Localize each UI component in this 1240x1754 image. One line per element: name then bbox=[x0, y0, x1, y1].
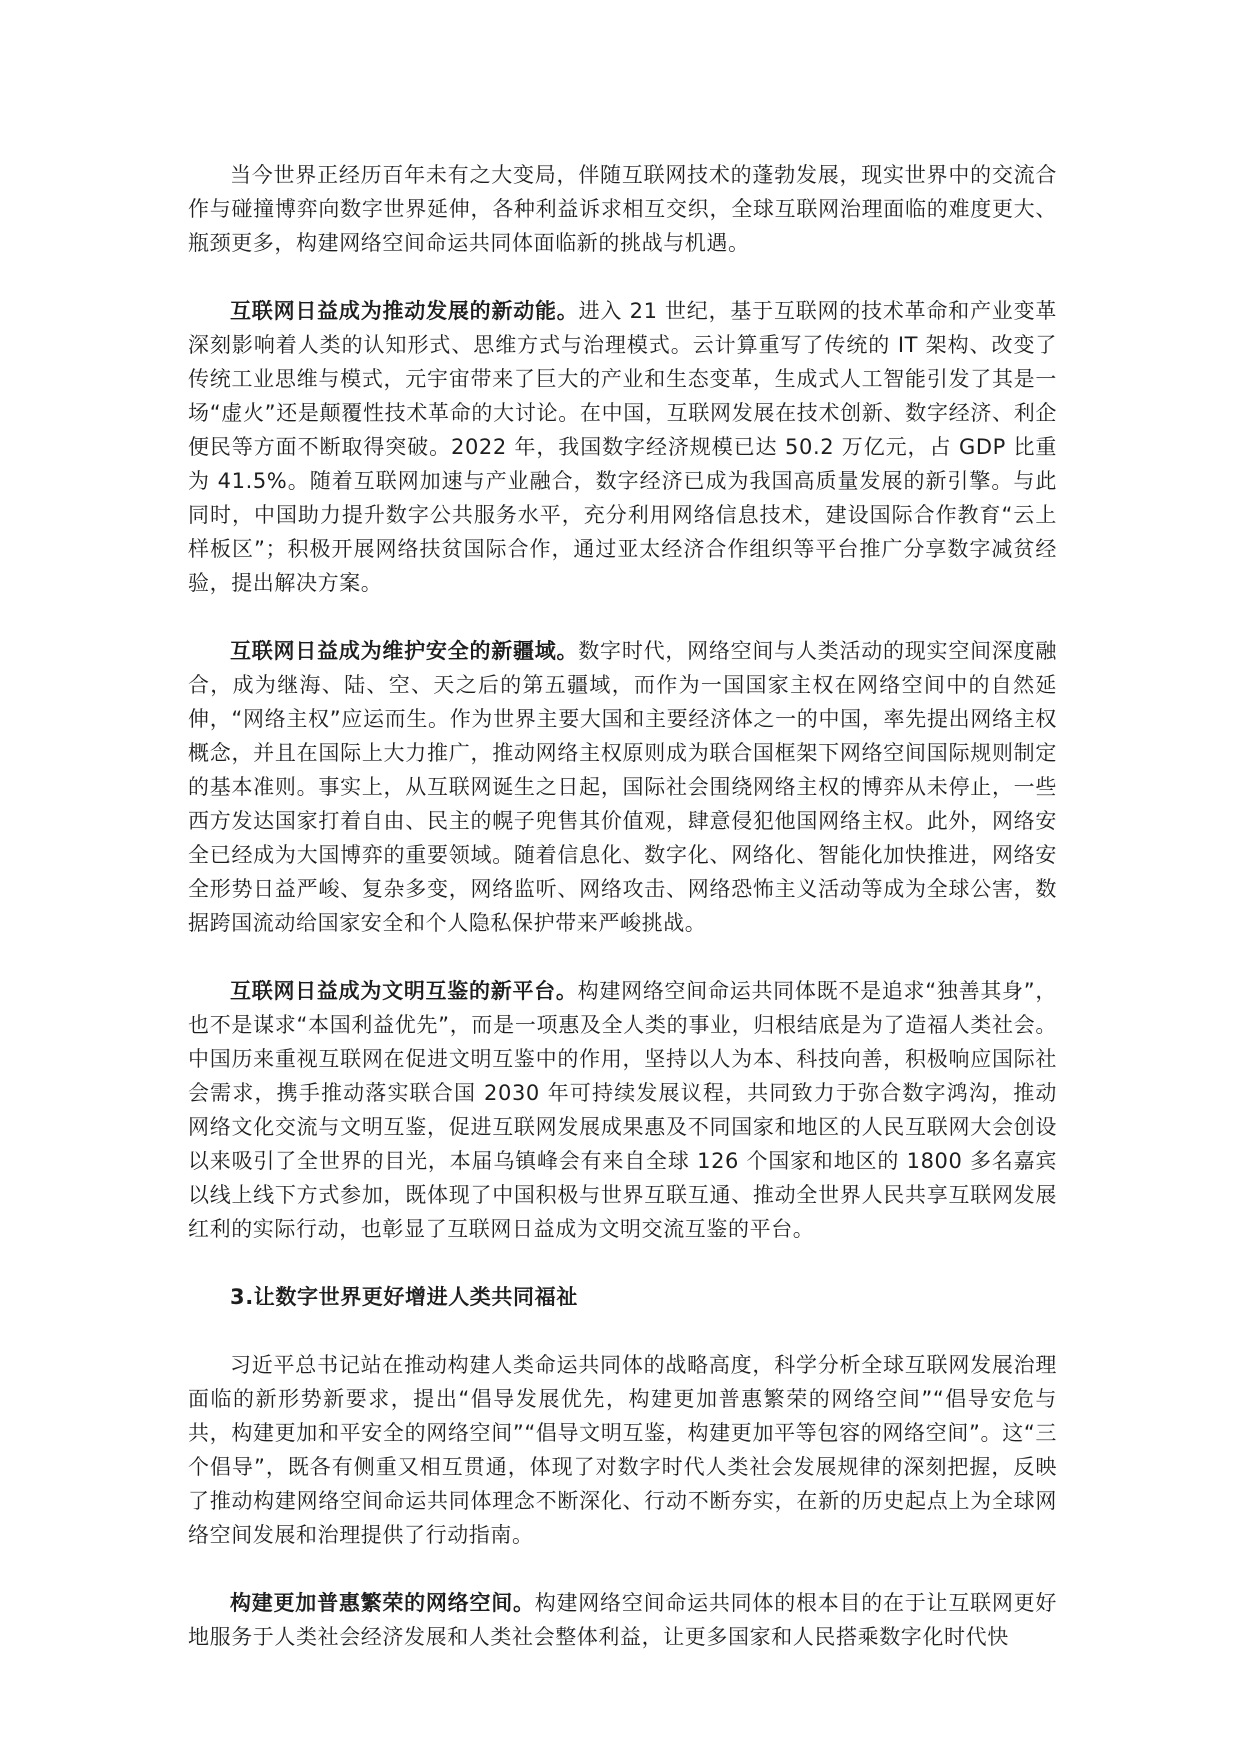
section-heading: 3.让数字世界更好增进人类共同福祉 bbox=[230, 1285, 578, 1309]
paragraph-security bbox=[188, 634, 1057, 940]
paragraph-civilization-lead: 互联网日益成为文明互鉴的新平台。 bbox=[230, 979, 578, 1003]
paragraph-intro bbox=[188, 158, 1057, 260]
paragraph-inclusive-prosperity-text: 构建网络空间命运共同体的根本目的在于让互联网更好地服务于人类社会经济发展和人类社会整体利益，让更多国家和人民搭乘数字化时代快 bbox=[188, 1591, 1057, 1649]
paragraph-development-lead: 互联网日益成为推动发展的新动能。 bbox=[230, 299, 579, 323]
paragraph-civilization bbox=[188, 974, 1057, 1246]
paragraph-inclusive-prosperity bbox=[188, 1586, 1057, 1654]
paragraph-inclusive-prosperity-lead: 构建更加普惠繁荣的网络空间。 bbox=[230, 1591, 535, 1615]
paragraph-security-lead: 互联网日益成为维护安全的新疆域。 bbox=[230, 639, 579, 663]
paragraph-development-text: 进入 21 世纪，基于互联网的技术革命和产业变革深刻影响着人类的认知形式、思维方式与治理模式。云计算重写了传统的 IT 架构、改变了传统工业思维与模式，元宇宙带来了巨大的产业和生态变革，生成式人工智能引发了其是一场“虚火”还是颠覆性技术革命的大讨论。在中国，互联网发展在技术创新、数字经济、利企便民等方面不断取得突破。2022 年，我国数字经济规模已达 50.2 万亿元，占 GDP 比重为 41.5%。随着互联网加速与产业融合，数字经济已成为我国高质量发展的新引擎。与此同时，中国助力提升数字公共服务水平，充分利用网络信息技术，建设国际合作教育“云上样板区”；积极开展网络扶贫国际合作，通过亚太经济合作组织等平台推广分享数字减贫经验，提出解决方案。 bbox=[188, 299, 1057, 595]
paragraph-three-initiatives bbox=[188, 1348, 1057, 1552]
paragraph-intro-text: 当今世界正经历百年未有之大变局，伴随互联网技术的蓬勃发展，现实世界中的交流合作与碰撞博弈向数字世界延伸，各种利益诉求相互交织，全球互联网治理面临的难度更大、瓶颈更多，构建网络空间命运共同体面临新的挑战与机遇。 bbox=[188, 163, 1057, 255]
paragraph-development bbox=[188, 294, 1057, 600]
paragraph-three-initiatives-text: 习近平总书记站在推动构建人类命运共同体的战略高度，科学分析全球互联网发展治理面临的新形势新要求，提出“倡导发展优先，构建更加普惠繁荣的网络空间”“倡导安危与共，构建更加和平安全的网络空间”“倡导文明互鉴，构建更加平等包容的网络空间”。这“三个倡导”，既各有侧重又相互贯通，体现了对数字时代人类社会发展规律的深刻把握，反映了推动构建网络空间命运共同体理念不断深化、行动不断夯实，在新的历史起点上为全球网络空间发展和治理提供了行动指南。 bbox=[188, 1353, 1057, 1547]
paragraph-civilization-text: 构建网络空间命运共同体既不是追求“独善其身”，也不是谋求“本国利益优先”，而是一项惠及全人类的事业，归根结底是为了造福人类社会。中国历来重视互联网在促进文明互鉴中的作用，坚持以人为本、科技向善，积极响应国际社会需求，携手推动落实联合国 2030 年可持续发展议程，共同致力于弥合数字鸿沟，推动网络文化交流与文明互鉴，促进互联网发展成果惠及不同国家和地区的人民互联网大会创设以来吸引了全世界的目光，本届乌镇峰会有来自全球 126 个国家和地区的 1800 多名嘉宾以线上线下方式参加，既体现了中国积极与世界互联互通、推动全世界人民共享互联网发展红利的实际行动，也彰显了互联网日益成为文明交流互鉴的平台。 bbox=[188, 979, 1057, 1241]
paragraph-security-text: 数字时代，网络空间与人类活动的现实空间深度融合，成为继海、陆、空、天之后的第五疆域，而作为一国国家主权在网络空间中的自然延伸，“网络主权”应运而生。作为世界主要大国和主要经济体之一的中国，率先提出网络主权概念，并且在国际上大力推广，推动网络主权原则成为联合国框架下网络空间国际规则制定的基本准则。事实上，从互联网诞生之日起，国际社会围绕网络主权的博弈从未停止，一些西方发达国家打着自由、民主的幌子兜售其价值观，肆意侵犯他国网络主权。此外，网络安全已经成为大国博弈的重要领域。随着信息化、数字化、网络化、智能化加快推进，网络安全形势日益严峻、复杂多变，网络监听、网络攻击、网络恐怖主义活动等成为全球公害，数据跨国流动给国家安全和个人隐私保护带来严峻挑战。 bbox=[188, 639, 1057, 935]
